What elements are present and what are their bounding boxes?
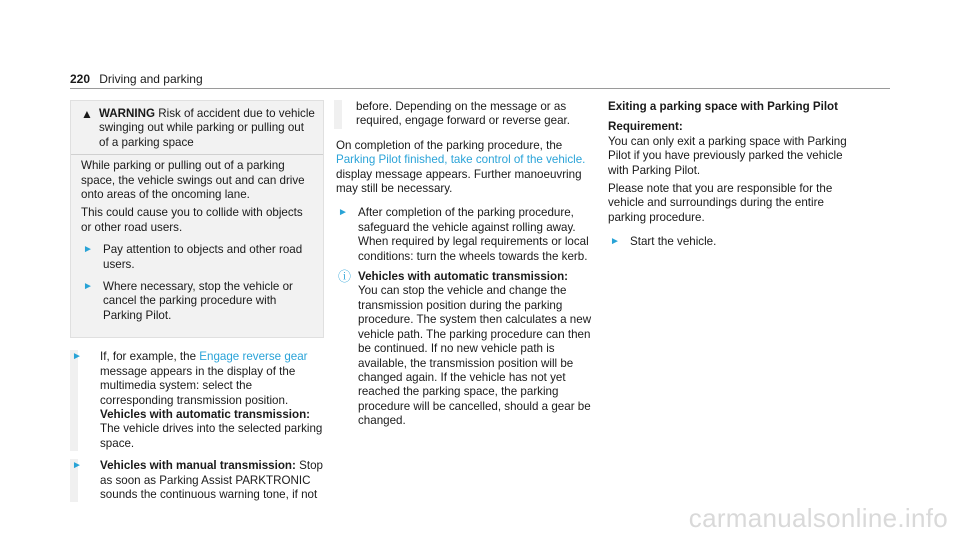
- warning-step-1-text: Pay attention to objects and other road users.: [103, 243, 303, 271]
- note-text: You can stop the vehicle and change the transmission position during the parking procedure. The system then calculates a new vehicle path. The parking procedure can then be continued. If no new vehicle path is available, the transmission position will be changed again. If the vehicle has not yet reached the parking space, the parking procedure will be cancelled, should a gear be changed.: [358, 284, 592, 428]
- continued-text-content: before. Depending on the message or as required, engage forward or reverse gear.: [356, 100, 570, 128]
- step-arrow-icon: ►: [83, 244, 93, 256]
- step-a-pre: If, for example, the: [100, 350, 197, 364]
- warning-body-2: This could cause you to collide with objects or other road users.: [81, 206, 303, 234]
- note-auto-transmission: [336, 270, 596, 428]
- step-arrow-icon: ►: [72, 460, 82, 472]
- completion-post: display message appears. Further manoeuvring may still be necessary.: [336, 167, 582, 196]
- parking-pilot-finished-message: Parking Pilot finished, take control of the vehicle.: [336, 153, 586, 167]
- step-engage-reverse: [70, 350, 324, 451]
- warning-headline: Risk of accident due to vehicle swinging out while parking or pulling out of a parking space: [99, 107, 315, 149]
- page-number: 220: [70, 72, 91, 86]
- step-a-post: message appears in the display of the multimedia system: select the corresponding transmission position.: [100, 364, 296, 407]
- step-engage-reverse-body: [70, 350, 324, 451]
- page-title: Driving and parking: [99, 72, 203, 86]
- step-arrow-icon: ►: [83, 281, 93, 293]
- watermark: carmanualsonline.info: [688, 502, 948, 533]
- warning-box: [70, 100, 324, 338]
- step-arrow-icon: ►: [610, 236, 620, 248]
- auto-transmission-text: The vehicle drives into the selected parking space.: [100, 422, 323, 450]
- responsibility-note: Please note that you are responsible for the vehicle and surroundings during the entire parking procedure.: [608, 182, 833, 224]
- step-manual-body: [70, 459, 324, 502]
- manual-transmission-text: Stop as soon as Parking Assist PARKTRONIC sounds the continuous warning tone, if not: [100, 459, 323, 501]
- completion-pre: On completion of the parking procedure, the: [336, 138, 563, 152]
- column-1: [70, 100, 324, 508]
- warning-step-1: [81, 243, 315, 272]
- column-3: [608, 100, 848, 256]
- warning-step-2-text: Where necessary, stop the vehicle or cancel the parking procedure with Parking Pilot.: [103, 280, 293, 322]
- step-start-vehicle: [608, 235, 848, 249]
- warning-triangle-icon: ▲: [81, 107, 93, 121]
- step-arrow-icon: ►: [72, 351, 82, 363]
- warning-step-2: [81, 280, 315, 323]
- manual-transmission-label: Vehicles with manual transmission:: [100, 459, 296, 473]
- step-manual-transmission: [70, 459, 324, 502]
- page-header: [70, 72, 890, 89]
- warning-divider: [71, 154, 323, 155]
- step-arrow-icon: ►: [338, 207, 348, 219]
- completion-paragraph: [336, 139, 596, 197]
- step-safeguard-text: After completion of the parking procedure, safeguard the vehicle against rolling away. When required by legal requirements or local conditions: turn the wheels towards the kerb.: [358, 206, 589, 263]
- engage-reverse-gear-message: Engage reverse gear: [199, 350, 308, 364]
- step-safeguard: [336, 206, 596, 264]
- info-icon: ⓘ: [338, 269, 352, 285]
- warning-body-1: While parking or pulling out of a parking space, the vehicle swings out and can drive onto areas of the oncoming lane.: [81, 159, 305, 202]
- auto-transmission-label: Vehicles with automatic transmission:: [100, 407, 311, 421]
- warning-label: WARNING: [99, 107, 156, 120]
- note-label: Vehicles with automatic transmission:: [358, 270, 569, 284]
- warning-header: [81, 107, 315, 150]
- requirement-label: Requirement:: [608, 120, 683, 134]
- continued-text: [334, 100, 596, 129]
- requirement-text: You can only exit a parking space with Parking Pilot if you have previously parked the vehicle with Parking Pilot.: [608, 134, 847, 177]
- step-start-vehicle-text: Start the vehicle.: [630, 235, 717, 249]
- section-heading: Exiting a parking space with Parking Pilot: [608, 100, 838, 113]
- column-2: [336, 100, 596, 429]
